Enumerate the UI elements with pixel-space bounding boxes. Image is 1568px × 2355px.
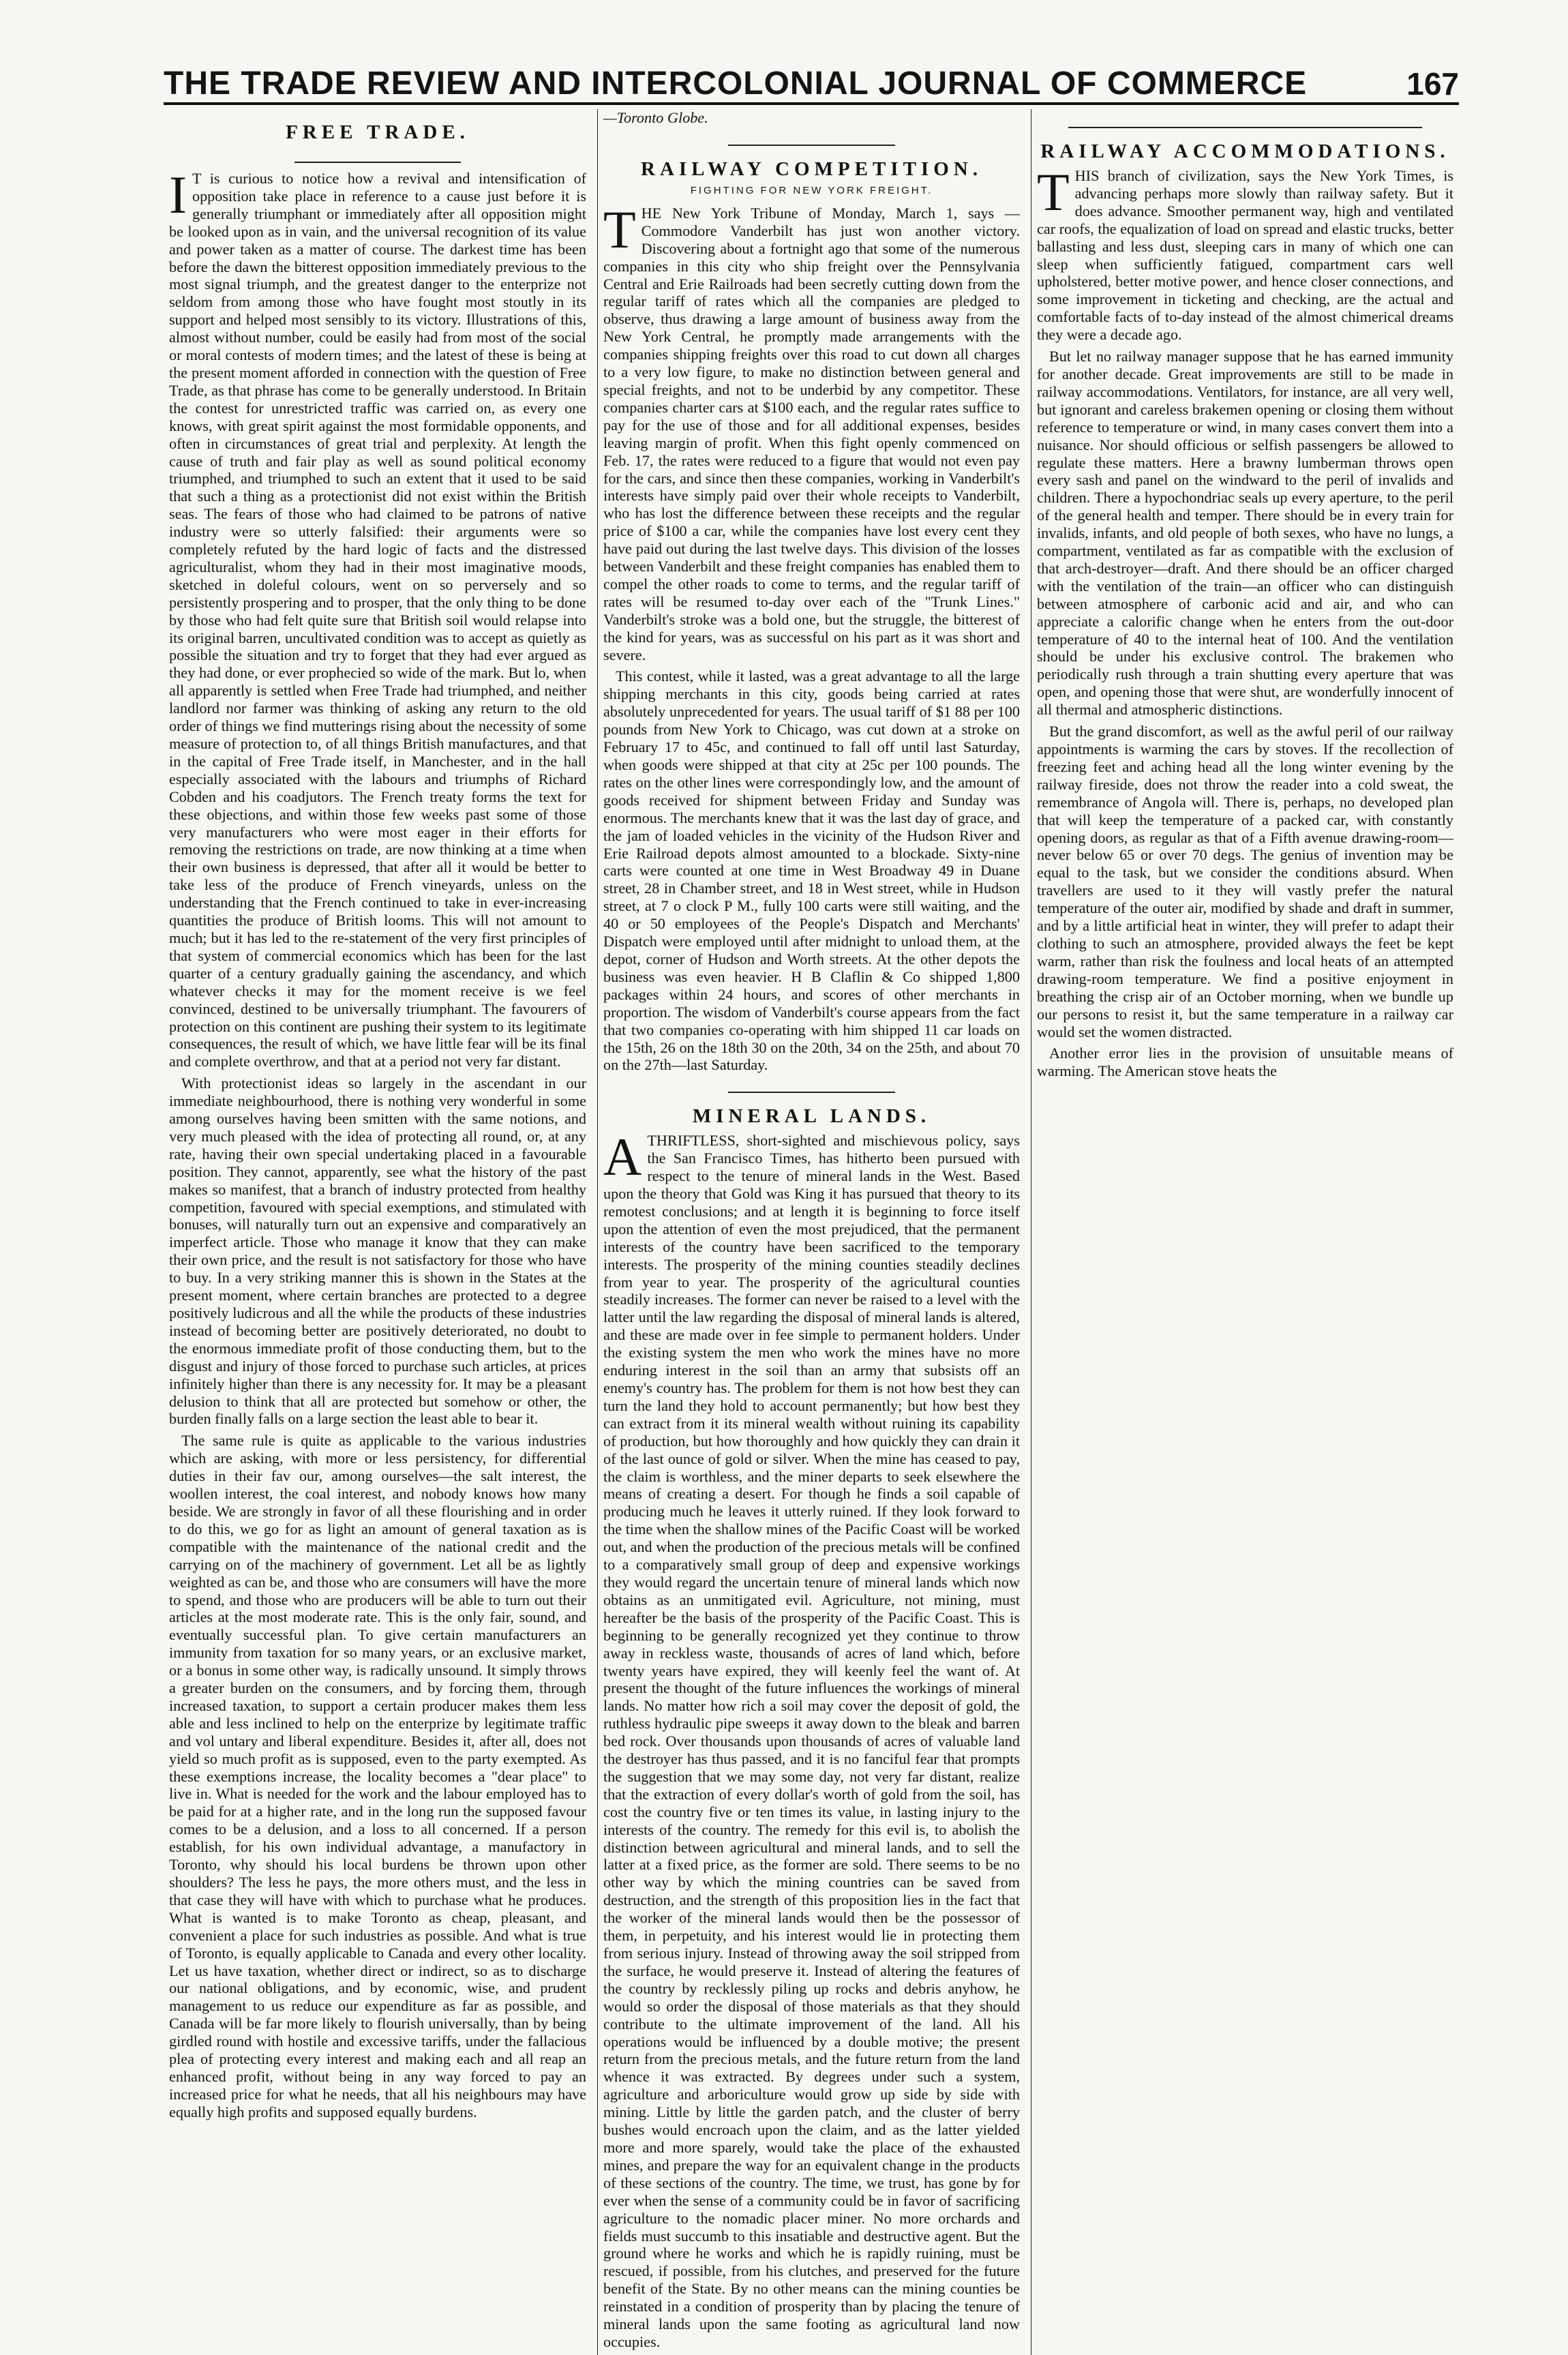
masthead	[164, 41, 1459, 105]
free-trade-paragraph-2: With protectionist ideas so largely in the ascendant in our immediate neighbourhood, there is nothing very wonderful in some among ourselves having been smitten with the same notions, and very much pleased with the idea of protecting all round, or, at any rate, having their own special undertaking placed in a favourable position. They cannot, apparently, see what the history of the past makes so manifest, that a branch of industry protected from healthy competition, favoured with special exemptions, and stimulated with bonuses, will naturally turn out an expensive and comparatively an imperfect article. Those who manage it know that they can make their own price, and the result is not satisfactory for those who have to buy. In a very striking manner this is shown in the States at the present moment, where certain branches are protected to a degree positively ludicrous and all the while the products of these industries instead of becoming better are positively deteriorated, no doubt to the enormous immediate profit of those conducting them, but to the disgust and injury of those forced to purchase such articles, at prices infinitely higher than there is any necessity for. It may be a pleasant delusion to think that all are protected but somehow or other, the burden finally falls on a large section the least able to bear it.	[169, 1075, 586, 1428]
dropcap: T	[1037, 162, 1070, 222]
free-trade-paragraph-1: I T is curious to notice how a revival and intensification of opposition take place in reference to a cause just before it is generally triumphant or immediately after all opposition might be looked upon as in vain, and the universal recognition of its value and power taken as a matter of course. The darkest time has been before the dawn the bitterest opposition immediately previous to the most signal triumph, and the greatest danger to the enterprize not seldom from among those who have fought most stoutly in its support and helped most sensibly to its victory. Illustrations of this, almost without number, could be easily had from most of the social or moral contests of modern times; and the latest of these is being at the present moment afforded in connection with the question of Free Trade, as that phrase has come to be generally understood. In Britain the contest for unrestricted traffic was carried on, as every one knows, with great spirit against the most formidable opponents, and often in circumstances of great trial and perplexity. At length the cause of truth and fair play as well as sound political economy triumphed, and triumphed to such an extent that it used to be said that such a thing as a protectionist did not exist within the British seas. The fears of those who had claimed to be patrons of native industry were so utterly falsified: their arguments were so completely refuted by the hard logic of facts and the distressed agriculturalist, whom they had in their most imaginative moods, sketched in doleful colours, went on so perversely and so persistently prospering and to prosper, that the only thing to be done by those who had felt quite sure that British soil would relapse into its original barren, uncultivated condition was to accept as quietly as possible the situation and try to forget that they had ever argued as they had done, or ever prophecied so wide of the mark. But lo, when all apparently is settled when Free Trade had triumphed, and neither landlord nor farmer was thinking of asking any return to the old order of things we find mutterings rising about the necessity of some measure of protection to, of all things British manufactures, and that in the capital of Free Trade itself, in Manchester, and in the hall especially associated with the labours and triumphs of Richard Cobden and his coadjutors. The French treaty forms the text for these objections, and within those few weeks past some of those very manufacturers who were most eager in their efforts for removing the restrictions on trade, are now thinking at a time when their own business is depressed, that after all it would be better to take less of the produce of French vineyards, unless on the understanding that the French continued to take in ever-increasing quantities the produce of British looms. This will not amount to much; but it has led to the re-statement of the very first principles of that system of commercial economics which has been for the last quarter of a century gradually gaining the ascendancy, and which whatever checks it may for the moment receive is we feel convinced, destined to be universally triumphant. The favourers of protection on this continent are pushing their system to its legitimate consequences, the result of which, we have little fear will be its final and complete overthrow, and that at a period not very far distant.	[169, 165, 586, 1070]
free-trade-credit: —Toronto Globe.	[603, 109, 708, 126]
dropcap: T	[603, 199, 636, 259]
page-number: 167	[1406, 66, 1459, 102]
section-divider	[728, 145, 894, 146]
column-1	[164, 109, 592, 2355]
article-columns	[164, 109, 1459, 2350]
section-divider	[1068, 127, 1422, 128]
railway-accommodations-paragraph-1: THIS branch of civilization, says the New York Times, is advancing perhaps more slowly than railway safety. But it does advance. Smoother permanent way, high and ventilated car roofs, the equalization of load on spread and elastic trucks, better ballasting and less dust, sleeping cars in many of which one can sleep when sufficiently fatigued, compartment cars well upholstered, better motive power, and hence closer connections, and some improvement in ticketing and checking, are the actual and comfortable facts of to-day instead of the almost chimerical dreams they were a decade ago.	[1037, 162, 1453, 344]
dropcap: I	[169, 165, 187, 224]
section-divider	[728, 1092, 894, 1093]
railway-accommodations-paragraph-4: Another error lies in the provision of unsuitable means of warming. The American stove heats the	[1037, 1045, 1453, 1080]
free-trade-paragraph-3: The same rule is quite as applicable to the various industries which are asking, with more or less persistency, for differential duties in their fav our, among ourselves—the salt interest, the woollen interest, the coal interest, and nobody knows how many beside. We are strongly in favor of all these flourishing and in order to do this, we go for as light an amount of general taxation as is compatible with the maintenance of the national credit and the carrying on of the machinery of government. Let all be as lightly weighted as can be, and those who are consumers will have the more to spend, and those who are producers will be able to turn out their articles at the most moderate rate. This is the only fair, sound, and eventually successful plan. To give certain manufacturers an immunity from taxation for so many years, or an exclusive market, or a bonus in some other way, is radically unsound. It simply throws a greater burden on the consumers, and by forcing them, through increased taxation, to support a certain producer makes them less able and less inclined to help on the enterprize by legitimate traffic and vol untary and liberal expenditure. Besides it, after all, does not yield so much profit as is supposed, even to the party exempted. As these exemptions increase, the locality becomes a "dear place" to live in. What is needed for the work and the labour employed has to be paid for at a higher rate, and in the long run the supposed favour comes to be a delusion, and a loss to all concerned. If a person establish, for his own individual advantage, a manufactory in Toronto, why should his local burdens be thrown upon other shoulders? The less he pays, the more others must, and the less in that case they will have with which to purchase what he produces. What is wanted is to make Toronto as cheap, pleasant, and convenient a place for such industries as possible. And what is true of Toronto, is equally applicable to Canada and every other locality. Let us have taxation, whether direct or indirect, so as to discharge our national obligations, and by economic, wise, and prudent management to us reduce our expenditure as far as possible, and Canada will be far more likely to flourish universally, than by being girdled round with hostile and excessive tariffs, under the fallacious plea of protecting every interest and making each and all reap an enhanced profit, without being in any way forced to pay an increased price for what he needs, that all his neighbours may have equally high profits and supposed equally burdens.	[169, 1432, 586, 2120]
column-2	[597, 109, 1025, 2355]
railway-competition-paragraph-1: THE New York Tribune of Monday, March 1, says — Commodore Vanderbilt has just won another victory. Discovering about a fortnight ago that some of the numerous companies in this city who ship freight over the Pennsylvania Central and Erie Railroads had been secretly cutting down from the regular tariff of rates which all the companies are pledged to observe, thus drawing a large amount of business away from the New York Central, he promptly made arrangements with the companies shipping freights over this road to cut down all charges to a very low figure, to make no distinction between general and special freights, and not to be underbid by any competitor. These companies charter cars at $100 each, and the regular rates suffice to pay for the use of those and for all additional expenses, besides leaving margin of profit. When this fight openly commenced on Feb. 17, the rates were reduced to a figure that would not even pay for the cars, and since then these companies, working in Vanderbilt's interests have simply paid over their whole receipts to Vanderbilt, who has lost the difference between these receipts and the regular price of $100 a car, while the companies have lost every cent they have paid out during the last twelve days. This division of the losses between Vanderbilt and these freight companies has enabled them to compel the other roads to come to terms, and the regular tariff of rates will be resumed to-day over each of the "Trunk Lines." Vanderbilt's stroke was a bold one, but the struggle, the bitterest of the kind for years, was as successful on his part as it was short and severe.	[603, 199, 1020, 663]
railway-competition-heading: RAILWAY COMPETITION.	[641, 158, 982, 180]
journal-title: THE TRADE REVIEW AND INTERCOLONIAL JOURNAL OF COMMERCE	[164, 65, 1308, 102]
railway-competition-subheading: FIGHTING FOR NEW YORK FREIGHT.	[690, 184, 933, 196]
free-trade-heading: FREE TRADE.	[286, 121, 470, 143]
column-3	[1031, 109, 1459, 2355]
mineral-lands-paragraph-1: ATHRIFTLESS, short-sighted and mischievous policy, says the San Francisco Times, has hitherto been pursued with respect to the tenure of mineral lands in the West. Based upon the theory that Gold was King it has pursued that theory to its remotest conclusions; and at length it is beginning to force itself upon the attention of even the most prejudiced, that the permanent interests of the country have been sacrificed to the temporary interests. The prosperity of the mining counties steadily declines from year to year. The prosperity of the agricultural counties steadily increases. The former can never be raised to a level with the latter until the law regarding the disposal of mineral lands is altered, and these are made over in fee simple to permanent holders. Under the existing system the men who work the mines have no more enduring interest in the soil than an army that subsists off an enemy's country has. The problem for them is not how best they can turn the land they hold to account permanently; but how best they can extract from it its mineral wealth without ruining its capability of production, but how thoroughly and how quickly they can drain it of the last ounce of gold or silver. When the mine has ceased to pay, the claim is worthless, and the miner departs to seek elsewhere the means of creating a desert. For though he finds a soil capable of producing much he leaves it utterly ruined. If they look forward to the time when the shallow mines of the Pacific Coast will be worked out, and when the production of the precious metals will be confined to a comparatively small group of deep and expensive workings they would regard the uncertain tenure of mineral lands which now obtains as an unmitigated evil. Agriculture, not mining, must hereafter be the basis of the prosperity of the Pacific Coast. This is beginning to be generally recognized yet they continue to throw away in reckless waste, thousands of acres of land which, before twenty years have expired, they will keenly feel the want of. At present the thought of the future influences the workings of mineral lands. No matter how rich a soil may cover the deposit of gold, the ruthless hydraulic pipe sweeps it away down to the bleak and barren bed rock. Over thousands upon thousands of acres of valuable land the destroyer has thus passed, and it is no fanciful fear that prompts the suggestion that we may some day, not very far distant, realize that the extraction of every dollar's worth of gold from the soil, has cost the country five or ten times its value, in lasting injury to the interests of the country. The remedy for this evil is, to abolish the distinction between agricultural and mineral lands, and to sell the latter at a fixed price, as the former are sold. There seems to be no other way by which the mining countries can be saved from destruction, and the strength of this proposition lies in the fact that the worker of the mineral lands would then be the possessor of them, in perpetuity, and his interest would lie in protecting them from serious injury. Instead of throwing away the soil stripped from the surface, he would preserve it. Instead of altering the features of the country by recklessly piling up rocks and debris anyhow, he would so order the disposal of those materials as that they should contribute to the ultimate improvement of the land. All his operations would be influenced by a double motive; the present return from the precious metals, and the future return from the land whence it was extracted. By degrees under such a system, agriculture and arboriculture would grow up side by side with mining. Little by little the garden patch, and the cluster of berry bushes would encroach upon the claim, and as the latter yielded more and more sparely, would take the place of the exhausted mines, and prepare the way for an equivalent change in the products of these sections of the country. The time, we trust, has gone by for ever when the sense of a community could be in favor of sacrificing agriculture to the nomadic placer miner. No more orchards and fields must succumb to this insatiable and destructive agent. But the ground where he works and which he is rapidly ruining, must be rescued, if possible, from his clutches, and preserved for the future benefit of the State. By no other means can the mining counties be reinstated in a condition of prosperity than by placing the tenure of mineral lands upon the same footing as agricultural land now occupies.	[603, 1127, 1020, 2350]
mineral-lands-heading: MINERAL LANDS.	[692, 1105, 931, 1128]
heading-rule	[295, 162, 462, 163]
railway-competition-paragraph-2: This contest, while it lasted, was a great advantage to all the large shipping merchants in this city, goods being carried at rates absolutely unprecedented for years. The usual tariff of $1 88 per 100 pounds from New York to Chicago, was cut down at a stroke on February 17 to 45c, and continued to fall off until last Saturday, when goods were shipped at that city at 25c per 100 pounds. The rates on the other lines were correspondingly low, and the amount of goods received for shipment between Friday and Sunday was enormous. The merchants knew that it was the last day of grace, and the jam of loaded vehicles in the vicinity of the Hudson River and Erie Railroad depots almost amounted to a blockade. Sixty-nine carts were counted at one time in West Broadway 49 in Duane street, 28 in Chamber street, and 18 in West street, while in Hudson street, at 7 o clock P M., fully 100 carts were still waiting, and the 40 or 50 employees of the People's Dispatch and Merchants' Dispatch were employed until after midnight to unload them, at the depot, corner of Hudson and Worth streets. At the other depots the business was even heavier. H B Claflin & Co shipped 1,800 packages within 24 hours, and scores of other merchants in proportion. The wisdom of Vanderbilt's course appears from the fact that two companies co-operating with him shipped 11 car loads on the 15th, 26 on the 18th 30 on the 20th, 34 on the 25th, and about 70 on the 27th—last Saturday.	[603, 668, 1020, 1074]
railway-accommodations-paragraph-3: But the grand discomfort, as well as the awful peril of our railway appointments is warming the cars by stoves. If the recollection of freezing feet and aching head all the long winter evening by the railway fireside, does not throw the reader into a cold sweat, the remembrance of Angola will. There is, perhaps, no developed plan that will keep the temperature of a packed car, with constantly opening doors, as regular as that of a Fifth avenue drawing-room—never below 65 or over 70 degs. The genius of invention may be equal to the task, but we consider the conditions absurd. When travellers are used to it they will vastly prefer the natural temperature of the outer air, modified by shade and draft in summer, and by a little artificial heat in winter, they will prefer to adapt their clothing to such an atmosphere, provided always the feet be kept warm, rather than risk the foulness and local heats of an attempted drawing-room temperature. We find a positive enjoyment in breathing the crisp air of an October morning, when we bundle up our persons to resist it, but the same temperature in a railway car would set the women distracted.	[1037, 723, 1453, 1040]
railway-accommodations-heading: RAILWAY ACCOMMODATIONS.	[1040, 140, 1450, 162]
dropcap: A	[603, 1127, 642, 1187]
railway-accommodations-paragraph-2: But let no railway manager suppose that he has earned immunity for another decade. Great improvements are still to be made in railway accommodations. Ventilators, for instance, are all very well, but ignorant and careless brakemen opening or closing them without reference to temperature or wind, in many cases convert them into a nuisance. Nor should officious or selfish passengers be allowed to regulate these matters. Here a brawny lumberman throws open every sash and panel on the windward to the peril of invalids and children. There a hypochondriac seals up every aperture, to the peril of the general health and temper. There should be in every train for invalids, infants, and old people of both sexes, who have no lungs, a compartment, ventilated as far as compatible with the exclusion of that arch-destroyer—draft. And there should be an officer charged with the ventilation of the train—an officer who can distinguish between atmosphere of carbonic acid and air, and who can appreciate a calorific change when he enters from the out-door temperature of 40 to the internal heat of 100. And the ventilation should be under his exclusive control. The brakemen who periodically rush through a train shutting every aperture that was open, and opening those that were shut, are wonderfully innocent of all thermal and atmospheric distinctions.	[1037, 348, 1453, 719]
